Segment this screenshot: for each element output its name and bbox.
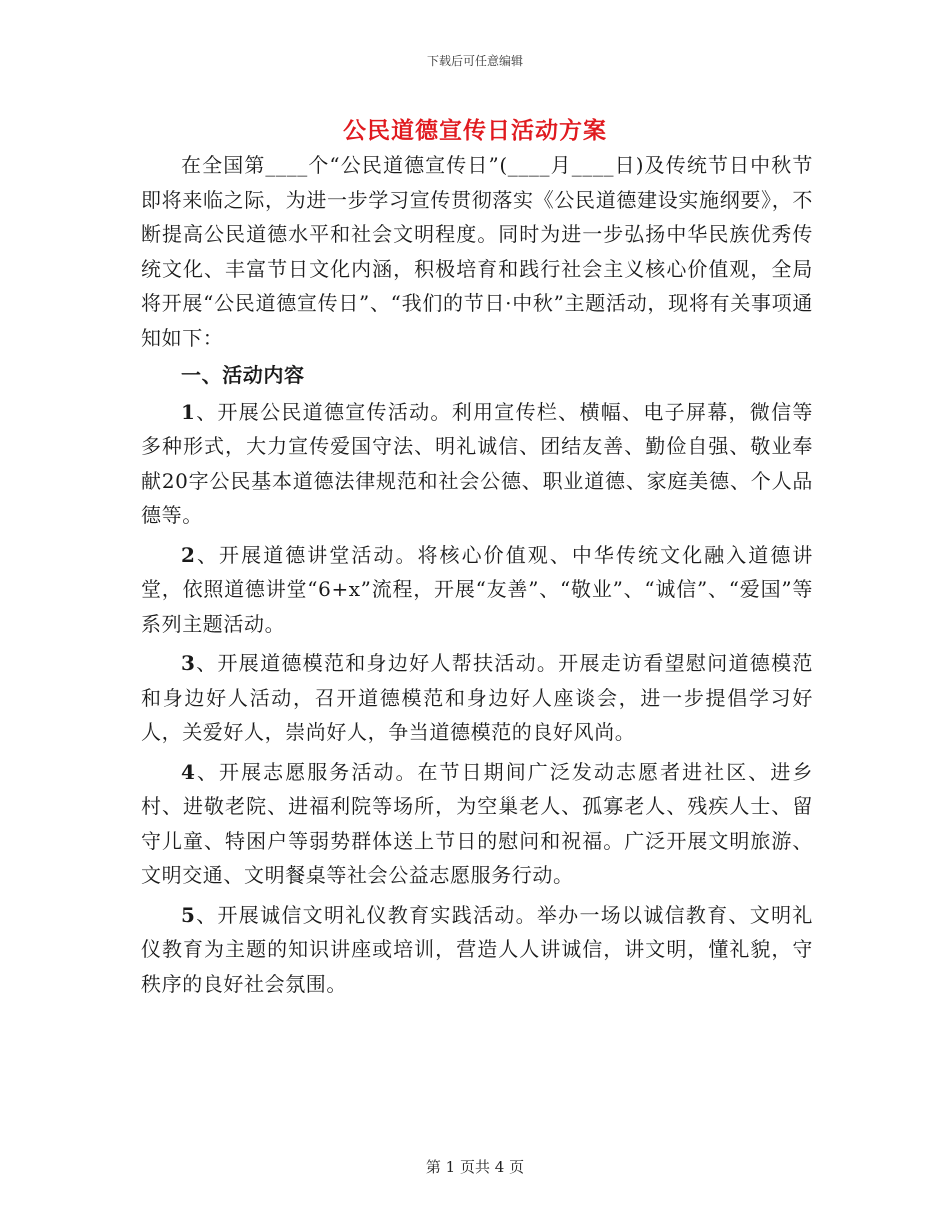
item-number: 2: [181, 542, 196, 567]
document-title: 公民道德宣传日活动方案: [343, 117, 607, 144]
item-number: 4: [181, 759, 196, 784]
intro-paragraph: 在全国第____个“公民道德宣传日”(____月____日)及传统节日中秋节即将来临之际，为进一步学习宣传贯彻落实《公民道德建设实施纲要》，不断提高公民道德水平和社会文明程度。同时为进一步弘扬中华民族优秀传统文化、丰富节日文化内涵，积极培育和践行社会主义核心价值观，全局将开展“公民道德宣传日”、“我们的节日·中秋”主题活动，现将有关事项通知如下：: [141, 153, 813, 350]
item-text: 、开展公民道德宣传活动。利用宣传栏、横幅、电子屏幕，微信等多种形式，大力宣传爱国守法、明礼诚信、团结友善、勤俭自强、敬业奉献20字公民基本道德法律规范和社会公德、职业道德、家庭美德、个人品德等。: [141, 399, 813, 527]
item-text: 、开展道德讲堂活动。将核心价值观、中华传统文化融入道德讲堂，依照道德讲堂“6+x”流程，开展“友善”、“敬业”、“诚信”、“爱国”等系列主题活动。: [141, 542, 813, 636]
section-heading-activity-content: 一、活动内容: [181, 363, 305, 387]
item-number: 5: [181, 902, 196, 927]
header-note: 下载后可任意编辑: [426, 54, 523, 68]
item-text: 、开展道德模范和身边好人帮扶活动。开展走访看望慰问道德模范和身边好人活动，召开道德模范和身边好人座谈会，进一步提倡学习好人，关爱好人，崇尚好人，争当道德模范的良好风尚。: [141, 651, 813, 744]
item-text: 、开展诚信文明礼仪教育实践活动。举办一场以诚信教育、文明礼仪教育为主题的知识讲座或培训，营造人人讲诚信，讲文明，懂礼貌，守秩序的良好社会氛围。: [141, 902, 813, 996]
list-item-4: [141, 755, 813, 893]
list-item-5: [141, 898, 813, 1002]
document-body: [141, 148, 813, 1001]
page-footer: 第 1 页共 4 页: [425, 1158, 525, 1176]
item-text: 、开展志愿服务活动。在节日期间广泛发动志愿者进社区、进乡村、进敬老院、进福利院等场所，为空巢老人、孤寡老人、残疾人士、留守儿童、特困户等弱势群体送上节日的慰问和祝福。广泛开展文明旅游、文明交通、文明餐桌等社会公益志愿服务行动。: [141, 759, 813, 887]
list-item-1: [141, 395, 813, 533]
item-number: 3: [181, 651, 196, 675]
item-number: 1: [181, 399, 196, 424]
list-item-3: [141, 646, 813, 750]
list-item-2: [141, 538, 813, 642]
